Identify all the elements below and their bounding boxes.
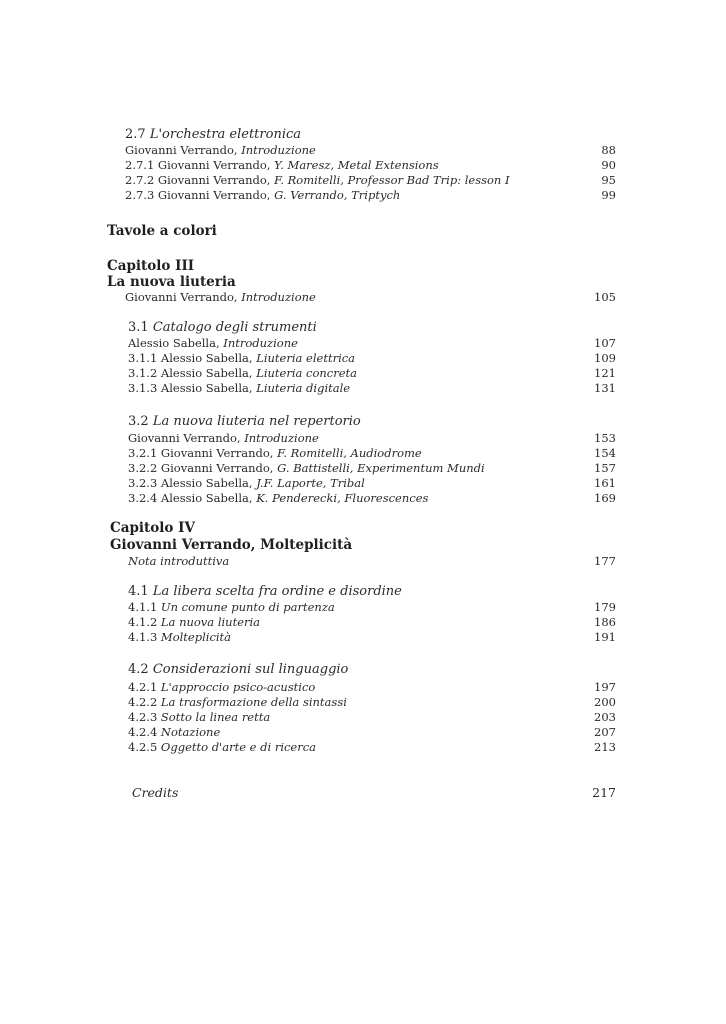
toc-entry-cap3-intro[interactable]	[125, 290, 316, 304]
entry-title: Molteplicità	[160, 630, 232, 644]
toc-entry-3-2-2[interactable]	[128, 461, 485, 475]
entry-title: Nota introduttiva	[128, 554, 230, 568]
entry-title: Notazione	[160, 725, 221, 739]
entry-title: Introduzione	[244, 431, 319, 445]
entry-number: 4.2.3	[128, 710, 158, 724]
section-title: La nuova liuteria nel repertorio	[152, 414, 361, 429]
entry-number: 2.7.3	[125, 188, 155, 202]
entry-number: 2.7.1	[125, 158, 155, 172]
section-3-2-heading[interactable]	[128, 414, 361, 430]
entry-title: Introduzione	[241, 143, 316, 157]
entry-title: J.F. Laporte, Tribal	[256, 476, 365, 490]
page-number: 203	[594, 710, 616, 724]
toc-entry-4-1-1[interactable]	[128, 600, 335, 614]
entry-title: Introduzione	[241, 290, 316, 304]
toc-entry-3-1-2[interactable]	[128, 366, 357, 380]
page-number: 186	[594, 615, 616, 629]
entry-title: Un comune punto di partenza	[160, 600, 335, 614]
page-number: 90	[601, 158, 616, 172]
toc-entry-4-2-1[interactable]	[128, 680, 315, 694]
entry-title: Introduzione	[223, 336, 298, 350]
section-title: Catalogo degli strumenti	[152, 320, 317, 335]
toc-entry-3-2-4[interactable]	[128, 491, 428, 505]
toc-entry-3-2-1[interactable]	[128, 446, 422, 460]
entry-author: Alessio Sabella,	[128, 336, 224, 350]
entry-number: 4.1.1	[128, 600, 158, 614]
entry-title: La nuova liuteria	[160, 615, 261, 629]
section-2-7-heading[interactable]	[125, 127, 301, 143]
page-number: 179	[594, 600, 616, 614]
toc-entry-2-7-intro[interactable]	[125, 143, 316, 157]
page-number: 157	[594, 461, 616, 475]
chapter-3-label[interactable]: Capitolo III	[107, 258, 195, 274]
entry-title: L'approccio psico-acustico	[160, 680, 316, 694]
entry-title: Liuteria elettrica	[256, 351, 356, 365]
entry-author: Giovanni Verrando,	[160, 461, 278, 475]
section-number: 4.2	[128, 662, 149, 677]
toc-entry-3-1-1[interactable]	[128, 351, 355, 365]
toc-entry-4-2-4[interactable]	[128, 725, 220, 739]
entry-number: 3.2.3	[128, 476, 158, 490]
section-3-1-heading[interactable]	[128, 320, 317, 336]
entry-number: 4.2.5	[128, 740, 158, 754]
toc-entry-3-1-intro[interactable]	[128, 336, 298, 350]
section-title: La libera scelta fra ordine e disordine	[152, 584, 402, 599]
entry-author: Giovanni Verrando,	[125, 290, 242, 304]
chapter-3-title[interactable]: La nuova liuteria	[107, 274, 236, 290]
section-number: 3.1	[128, 320, 149, 335]
entry-title: Liuteria digitale	[256, 381, 351, 395]
section-4-1-heading[interactable]	[128, 584, 402, 600]
entry-number: 4.1.3	[128, 630, 158, 644]
page-number: 154	[594, 446, 616, 460]
page-number: 107	[594, 336, 616, 350]
entry-author: Giovanni Verrando,	[157, 173, 275, 187]
toc-entry-2-7-1[interactable]	[125, 158, 439, 172]
entry-number: 2.7.2	[125, 173, 155, 187]
entry-title: Sotto la linea retta	[160, 710, 271, 724]
entry-author: Alessio Sabella,	[160, 366, 257, 380]
page-number: 207	[594, 725, 616, 739]
entry-title: Credits	[132, 785, 179, 800]
page-number: 99	[601, 188, 616, 202]
entry-number: 3.2.2	[128, 461, 158, 475]
page-number: 153	[594, 431, 616, 445]
page-number: 88	[601, 143, 616, 157]
section-title: Considerazioni sul linguaggio	[152, 662, 349, 677]
entry-author: Alessio Sabella,	[160, 381, 257, 395]
entry-author: Giovanni Verrando,	[128, 431, 245, 445]
section-number: 3.2	[128, 414, 149, 429]
entry-number: 4.2.2	[128, 695, 158, 709]
entry-author: Alessio Sabella,	[160, 476, 257, 490]
entry-title: G. Verrando, Triptych	[274, 188, 401, 202]
entry-title: F. Romitelli, Professor Bad Trip: lesson I	[274, 173, 510, 187]
entry-title: La trasformazione della sintassi	[160, 695, 347, 709]
entry-number: 3.1.3	[128, 381, 158, 395]
entry-title: K. Penderecki, Fluorescences	[256, 491, 429, 505]
entry-number: 3.1.1	[128, 351, 158, 365]
page-number: 169	[594, 491, 616, 505]
section-title: L'orchestra elettronica	[149, 127, 302, 142]
page-number: 191	[594, 630, 616, 644]
toc-entry-2-7-3[interactable]	[125, 188, 400, 202]
entry-number: 4.2.1	[128, 680, 158, 694]
section-4-2-heading[interactable]	[128, 662, 348, 678]
page-number: 121	[594, 366, 616, 380]
entry-number: 3.2.1	[128, 446, 158, 460]
section-number: 2.7	[125, 127, 146, 142]
toc-entry-4-1-2[interactable]	[128, 615, 260, 629]
toc-entry-4-2-5[interactable]	[128, 740, 316, 754]
entry-author: Alessio Sabella,	[160, 351, 257, 365]
toc-entry-2-7-2[interactable]	[125, 173, 510, 187]
entry-number: 3.1.2	[128, 366, 158, 380]
toc-entry-3-2-intro[interactable]	[128, 431, 319, 445]
entry-title: Y. Maresz, Metal Extensions	[274, 158, 439, 172]
entry-number: 4.2.4	[128, 725, 158, 739]
entry-author: Alessio Sabella,	[160, 491, 257, 505]
toc-entry-3-1-3[interactable]	[128, 381, 350, 395]
entry-title: G. Battistelli, Experimentum Mundi	[277, 461, 485, 475]
entry-title: Oggetto d'arte e di ricerca	[160, 740, 317, 754]
entry-number: 3.2.4	[128, 491, 158, 505]
page-number: 131	[594, 381, 616, 395]
toc-entry-4-1-3[interactable]	[128, 630, 231, 644]
page-number: 109	[594, 351, 616, 365]
page-number: 177	[594, 554, 616, 568]
page-number: 105	[594, 290, 616, 304]
section-number: 4.1	[128, 584, 149, 599]
page-number: 200	[594, 695, 616, 709]
toc-entry-3-2-3[interactable]	[128, 476, 365, 490]
page-number: 213	[594, 740, 616, 754]
chapter-4-label[interactable]: Capitolo IV	[110, 520, 195, 536]
toc-entry-cap4-note[interactable]	[128, 554, 229, 568]
entry-author: Giovanni Verrando,	[157, 188, 275, 202]
page-number: 197	[594, 680, 616, 694]
entry-author: Giovanni Verrando,	[157, 158, 275, 172]
chapter-4-title[interactable]: Giovanni Verrando, Molteplicità	[110, 537, 353, 553]
page-number: 217	[592, 785, 616, 800]
toc-entry-4-2-2[interactable]	[128, 695, 347, 709]
tavole-heading[interactable]: Tavole a colori	[107, 223, 217, 239]
page-number: 95	[601, 173, 616, 187]
entry-author: Giovanni Verrando,	[160, 446, 278, 460]
toc-entry-4-2-3[interactable]	[128, 710, 270, 724]
page-number: 161	[594, 476, 616, 490]
entry-number: 4.1.2	[128, 615, 158, 629]
toc-entry-credits[interactable]	[132, 786, 178, 800]
entry-title: F. Romitelli, Audiodrome	[277, 446, 422, 460]
entry-title: Liuteria concreta	[256, 366, 358, 380]
entry-author: Giovanni Verrando,	[125, 143, 242, 157]
